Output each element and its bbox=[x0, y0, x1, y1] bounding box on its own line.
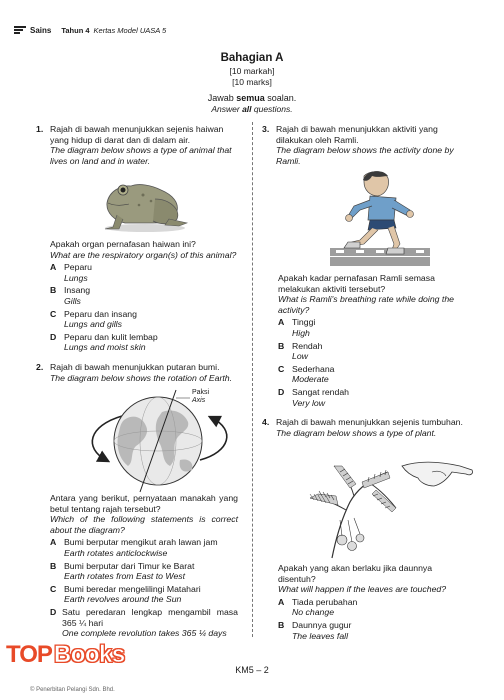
question-4-options bbox=[278, 563, 468, 641]
running-boy-illustration bbox=[330, 170, 430, 266]
question-3-options bbox=[278, 273, 468, 408]
question-1-options bbox=[50, 239, 250, 353]
option-a[interactable]: A Peparu Lungs bbox=[50, 262, 93, 283]
question-stem-en: The diagram below shows a type of animal that lives on land and in water. bbox=[50, 145, 232, 166]
question-prompt-ms: Antara yang berikut, pernyataan manakah yang betul tentang rajah tersebut? bbox=[50, 493, 238, 514]
watermark-part-1: TOP bbox=[6, 641, 52, 668]
question-prompt-en: What is Ramli's breathing rate while doing the activity? bbox=[278, 294, 454, 315]
question-number: 2. bbox=[36, 362, 44, 372]
column-divider bbox=[252, 122, 253, 637]
question-1 bbox=[36, 124, 240, 166]
option-b[interactable]: B Rendah Low bbox=[278, 340, 323, 362]
option-a[interactable]: A Tiada perubahan No change bbox=[278, 596, 358, 618]
option-d[interactable]: D Sangat rendah Very low bbox=[278, 386, 349, 408]
earth-rotation-diagram bbox=[80, 386, 245, 494]
question-number: 1. bbox=[36, 124, 44, 134]
option-d[interactable]: D Satu peredaran lengkap mengambil masa 365 ¼ hari One complete revolution takes 365 ¼ days bbox=[50, 606, 238, 639]
option-a[interactable]: A Tinggi High bbox=[278, 317, 316, 338]
section-title: Bahagian A bbox=[220, 52, 284, 64]
question-stem-en: The diagram below shows the activity done by Ramli. bbox=[276, 145, 454, 166]
publisher-logo-icon bbox=[14, 26, 26, 35]
question-prompt-ms: Apakah organ pernafasan haiwan ini? bbox=[50, 239, 196, 249]
question-stem-en: The diagram below shows the rotation of Earth. bbox=[50, 372, 233, 383]
paper-label: Kertas Model UASA 5 bbox=[93, 26, 167, 35]
option-b[interactable]: B Bumi berputar dari Timur ke Barat Earth rotates from East to West bbox=[50, 560, 195, 582]
question-number: 3. bbox=[262, 124, 270, 134]
question-stem-ms: Rajah di bawah menunjukkan aktiviti yang dilakukan oleh Ramli. bbox=[276, 124, 438, 145]
question-2-options bbox=[50, 493, 238, 639]
question-stem-ms: Rajah di bawah menunjukkan sejenis tumbuhan. bbox=[276, 417, 463, 427]
question-stem-ms: Rajah di bawah menunjukkan putaran bumi. bbox=[50, 362, 220, 372]
question-2 bbox=[36, 362, 246, 383]
year-label: Tahun 4 bbox=[61, 26, 90, 35]
question-prompt-en: What are the respiratory organ(s) of this animal? bbox=[50, 249, 237, 260]
page-number: KM5 – 2 bbox=[235, 665, 269, 675]
question-stem-ms: Rajah di bawah menunjukkan sejenis haiwan yang hidup di darat dan di dalam air. bbox=[50, 124, 224, 145]
frog-illustration bbox=[95, 173, 190, 233]
copyright-notice: © Penerbitan Pelangi Sdn. Bhd. bbox=[30, 687, 115, 693]
section-marks-en: [10 marks] bbox=[232, 77, 272, 87]
question-prompt-en: What will happen if the leaves are touched? bbox=[278, 584, 447, 595]
page-header bbox=[14, 26, 166, 35]
option-d[interactable]: D Peparu dan kulit lembap Lungs and moist skin bbox=[50, 331, 158, 353]
watermark-part-2: Books bbox=[53, 641, 125, 668]
question-prompt-ms: Apakah kadar pernafasan Ramli semasa melakukan aktiviti tersebut? bbox=[278, 273, 435, 294]
question-prompt-ms: Apakah yang akan berlaku jika daunnya disentuh? bbox=[278, 563, 433, 584]
option-b[interactable]: B Daunnya gugur The leaves fall bbox=[278, 619, 352, 641]
question-number: 4. bbox=[262, 417, 270, 427]
question-3 bbox=[262, 124, 470, 166]
option-c[interactable]: C Sederhana Moderate bbox=[278, 363, 335, 385]
section-marks-ms: [10 markah] bbox=[229, 66, 275, 76]
question-prompt-en: Which of the following statements is correct about the diagram? bbox=[50, 514, 238, 535]
topbooks-watermark-logo bbox=[6, 641, 125, 669]
mimosa-plant-illustration bbox=[292, 458, 482, 560]
option-c[interactable]: C Peparu dan insang Lungs and gills bbox=[50, 308, 137, 330]
subject-label: Sains bbox=[30, 26, 52, 35]
instruction-en: Answer all questions. bbox=[211, 104, 293, 114]
question-4 bbox=[262, 417, 468, 438]
instruction-ms: Jawab semua soalan. bbox=[207, 93, 297, 103]
option-b[interactable]: B Insang Gills bbox=[50, 285, 91, 306]
question-stem-en: The diagram below shows a type of plant. bbox=[276, 427, 437, 438]
option-a[interactable]: A Bumi berputar mengikut arah lawan jam Earth rotates anticlockwise bbox=[50, 537, 218, 558]
axis-label: Paksi Axis bbox=[192, 389, 210, 404]
option-c[interactable]: C Bumi beredar mengelilingi Matahari Earth revolves around the Sun bbox=[50, 583, 201, 605]
